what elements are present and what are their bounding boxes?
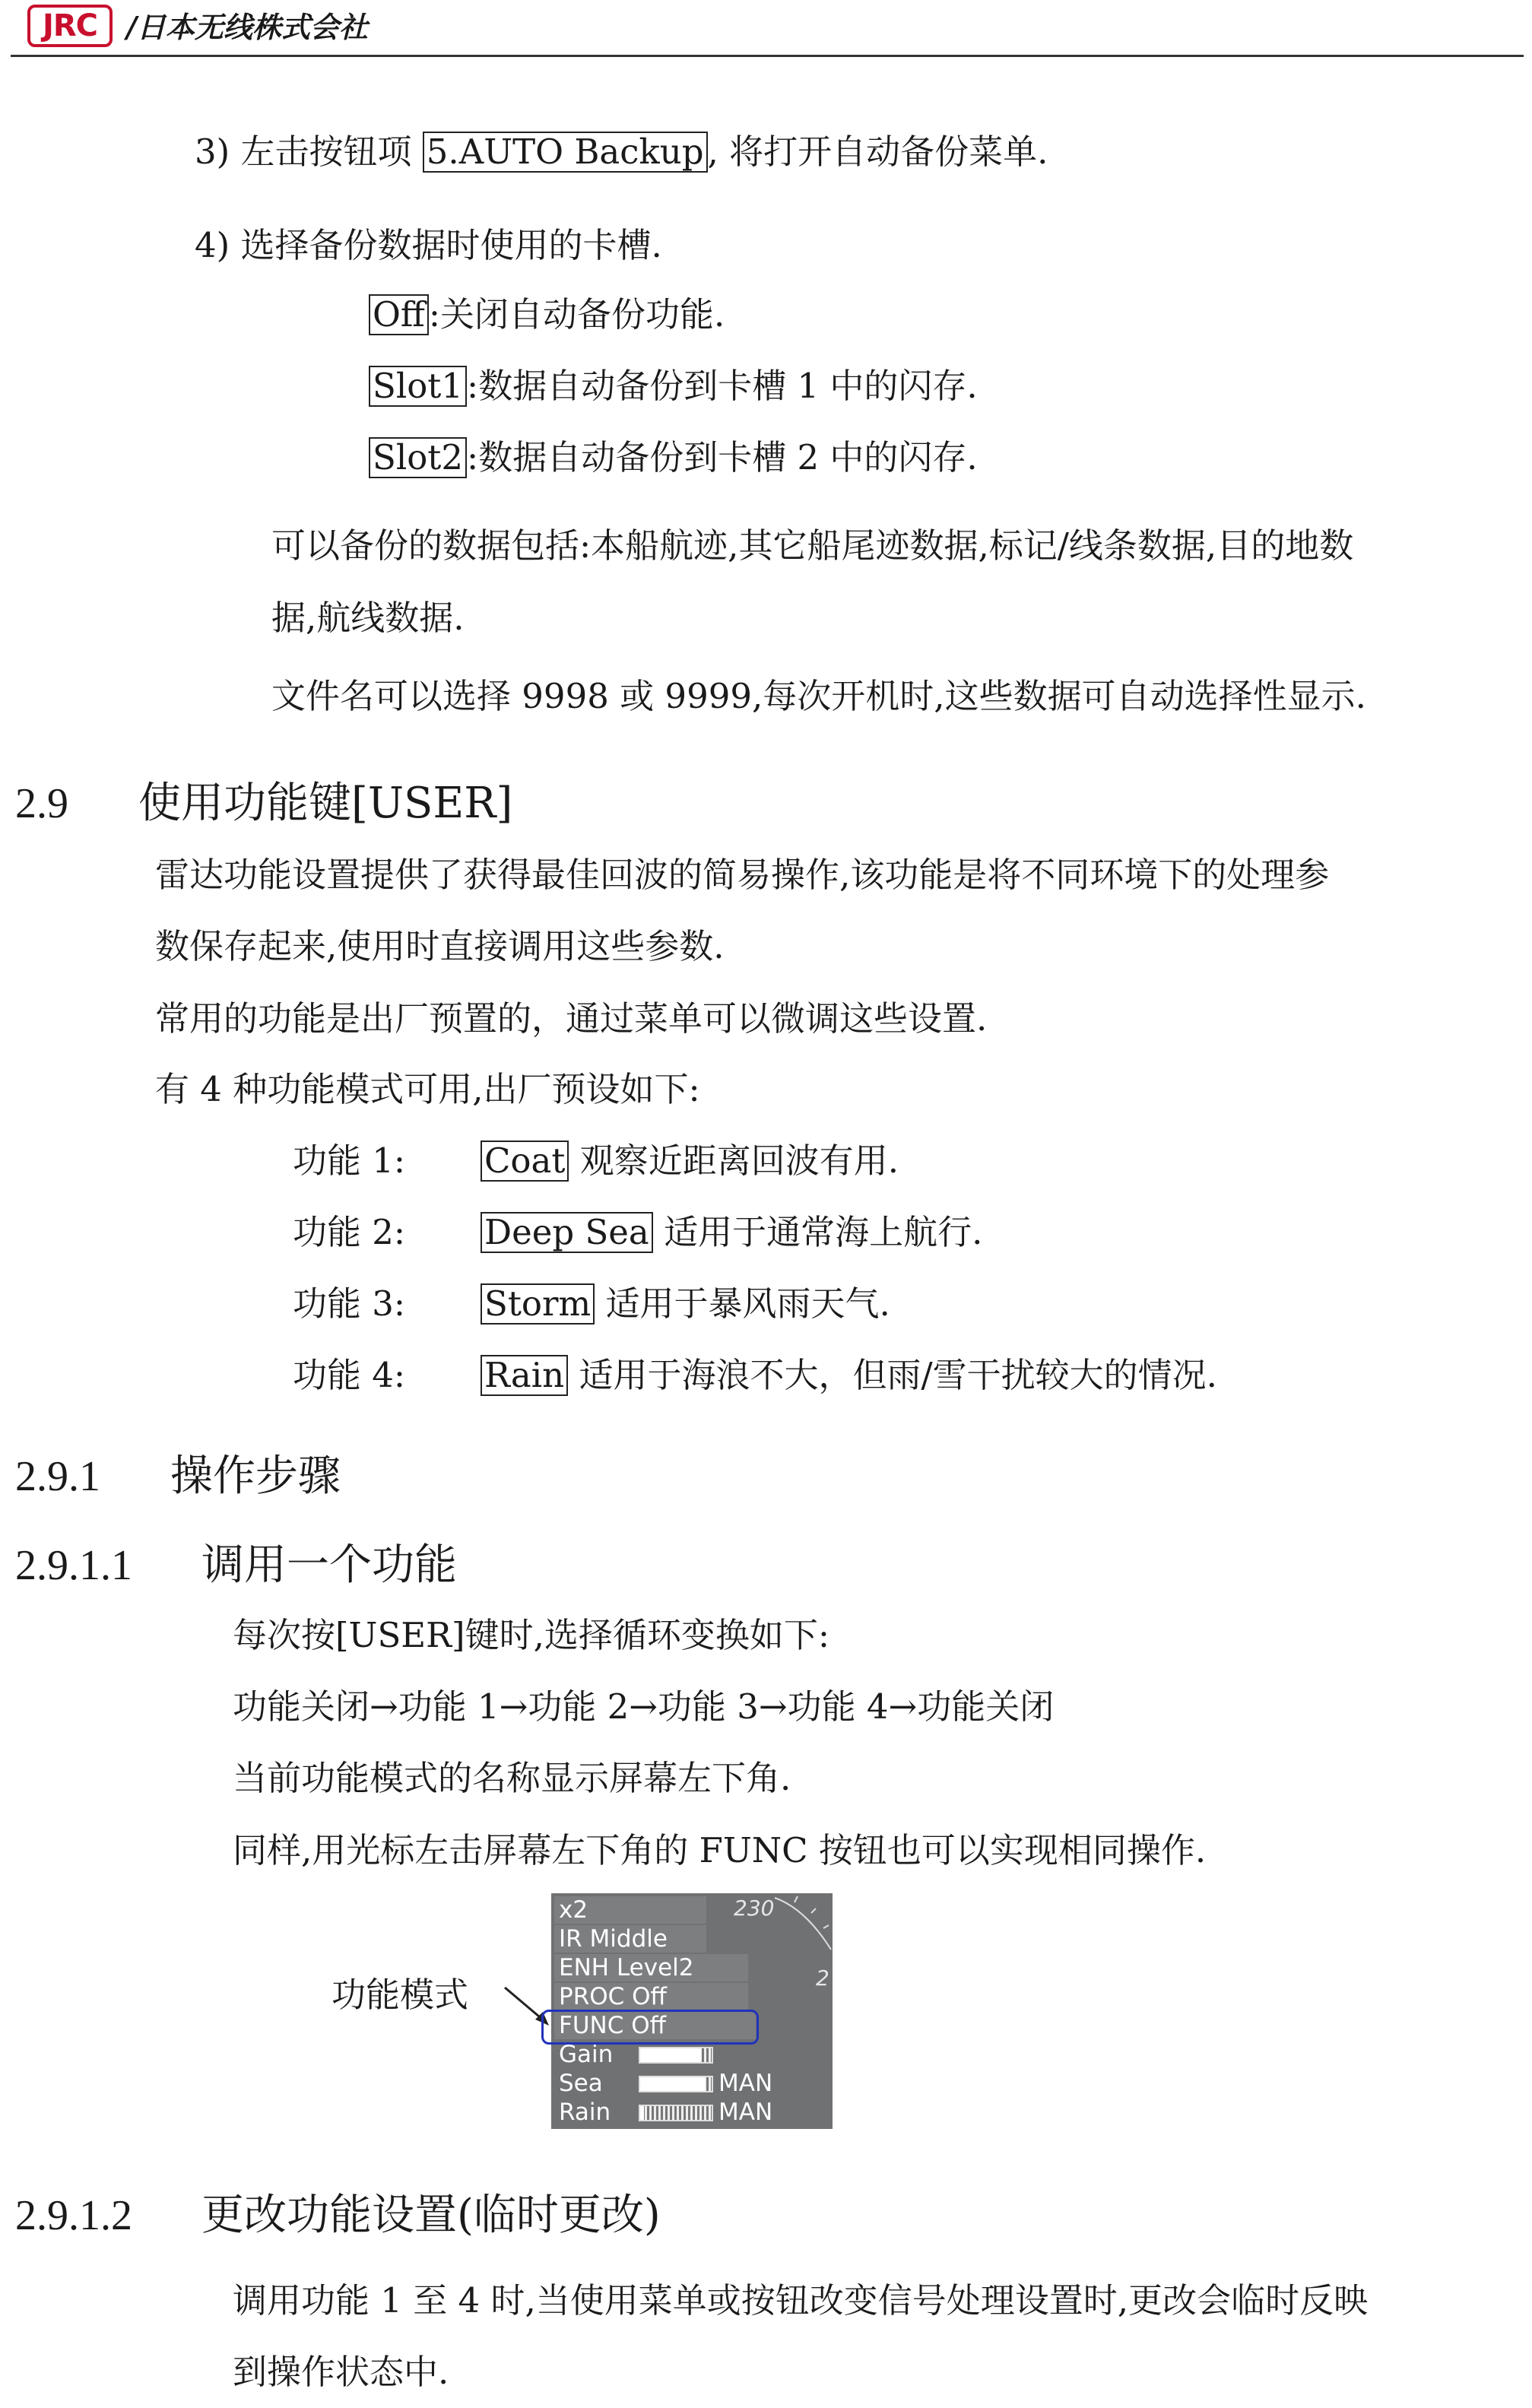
- figure-caption: 功能模式: [331, 1975, 469, 2015]
- para-2-9-modes: 有 4 种功能模式可用,出厂预设如下:: [155, 1069, 700, 1109]
- jrc-logo: JRC: [27, 5, 113, 47]
- function-mode: Deep Sea: [481, 1212, 653, 1253]
- sea-label: Sea: [559, 2070, 603, 2097]
- section-number: 2.9: [15, 780, 68, 827]
- sea-mode: MAN: [718, 2070, 773, 2097]
- function-2-desc: [481, 1210, 982, 1255]
- section-2-9-1-1-title: 调用一个功能: [201, 1540, 457, 1590]
- proc-setting: PROC Off: [559, 1983, 667, 2010]
- option-desc: :关闭自动备份功能.: [428, 294, 725, 335]
- section-2-9-1-2-title: 更改功能设置(临时更改): [201, 2191, 661, 2240]
- section-2-9-1-2-number: [15, 2189, 132, 2242]
- option-key: Slot1: [369, 366, 467, 407]
- step-4: 4) 选择备份数据时使用的卡槽.: [195, 225, 662, 265]
- function-text: 适用于暴风雨天气.: [605, 1283, 890, 1324]
- option-desc: :数据自动备份到卡槽 1 中的闪存.: [467, 366, 978, 406]
- section-2-9-1-title: 操作步骤: [170, 1451, 341, 1501]
- para-2-9-1-1-line-1: 每次按[USER]键时,选择循环变换如下:: [233, 1615, 830, 1655]
- step-3: [195, 129, 1048, 175]
- company-name: /日本无线株式会社: [126, 10, 368, 44]
- option-key: Slot2: [369, 437, 467, 478]
- section-number: 2.9.1: [15, 1453, 100, 1500]
- range-scale: x2: [559, 1896, 588, 1924]
- func-button[interactable]: FUNC Off: [559, 2012, 666, 2039]
- func-highlight-frame: [541, 2010, 759, 2045]
- rain-label: Rain: [559, 2099, 611, 2126]
- function-4-label: 功能 4:: [293, 1355, 406, 1395]
- function-3-label: 功能 3:: [293, 1283, 406, 1324]
- rain-slider[interactable]: [639, 2105, 713, 2121]
- para-2-9-1-2-line-2: 到操作状态中.: [233, 2352, 449, 2392]
- function-1-label: 功能 1:: [293, 1141, 406, 1181]
- bearing-label: 230: [734, 1896, 775, 1921]
- function-text: 适用于通常海上航行.: [664, 1212, 983, 1252]
- edge-label: 2: [816, 1965, 829, 1991]
- step-3-suffix: , 将打开自动备份菜单.: [707, 132, 1048, 172]
- filename-note: 文件名可以选择 9998 或 9999,每次开机时,这些数据可自动选择性显示.: [271, 676, 1366, 716]
- option-off: [369, 292, 725, 338]
- section-2-9-title: 使用功能键[USER]: [138, 779, 513, 828]
- gain-label: Gain: [559, 2041, 614, 2068]
- para-2-9-line-2: 数保存起来,使用时直接调用这些参数.: [155, 926, 725, 966]
- para-2-9-1-1-line-3: 当前功能模式的名称显示屏幕左下角.: [233, 1758, 791, 1798]
- function-2-label: 功能 2:: [293, 1212, 406, 1252]
- function-mode: Coat: [481, 1141, 569, 1182]
- para-2-9-line-1: 雷达功能设置提供了获得最佳回波的简易操作,该功能是将不同环境下的处理参: [155, 855, 1330, 895]
- bearing-scale-icon: [772, 1893, 833, 1954]
- para-2-9-1-1-line-4: 同样,用光标左击屏幕左下角的 FUNC 按钮也可以实现相同操作.: [233, 1830, 1207, 1870]
- gain-slider[interactable]: [639, 2047, 713, 2064]
- option-desc: :数据自动备份到卡槽 2 中的闪存.: [467, 437, 978, 477]
- sea-slider[interactable]: [639, 2076, 713, 2092]
- option-slot2: [369, 435, 978, 481]
- function-text: 适用于海浪不大，但雨/雪干扰较大的情况.: [579, 1355, 1217, 1395]
- function-4-desc: [481, 1353, 1217, 1398]
- option-slot1: [369, 363, 978, 409]
- section-2-9-1-1-number: [15, 1539, 132, 1592]
- function-text: 观察近距离回波有用.: [579, 1141, 899, 1181]
- function-3-desc: [481, 1281, 890, 1327]
- header-divider: [11, 55, 1524, 57]
- function-mode: Rain: [481, 1355, 568, 1396]
- step-3-prefix: 3) 左击按钮项: [195, 132, 423, 172]
- enh-setting: ENH Level2: [559, 1954, 694, 1981]
- backup-note-line-1: 可以备份的数据包括:本船航迹,其它船尾迹数据,标记/线条数据,目的地数: [271, 525, 1354, 566]
- backup-note-line-2: 据,航线数据.: [271, 598, 465, 638]
- section-2-9-1-number: [15, 1450, 100, 1503]
- auto-backup-button-label: 5.AUTO Backup: [423, 132, 708, 173]
- function-mode: Storm: [481, 1283, 595, 1325]
- section-number: 2.9.1.2: [15, 2192, 132, 2239]
- section-number: 2.9.1.1: [15, 1542, 132, 1589]
- rain-mode: MAN: [718, 2099, 773, 2126]
- option-key: Off: [369, 294, 429, 335]
- ir-setting: IR Middle: [559, 1925, 668, 1953]
- para-2-9-1-2-line-1: 调用功能 1 至 4 时,当使用菜单或按钮改变信号处理设置时,更改会临时反映: [233, 2280, 1369, 2321]
- function-1-desc: [481, 1138, 899, 1184]
- para-2-9-1-1-cycle: 功能关闭→功能 1→功能 2→功能 3→功能 4→功能关闭: [233, 1686, 1055, 1727]
- para-2-9-preset: 常用的功能是出厂预置的，通过菜单可以微调这些设置.: [155, 998, 988, 1039]
- section-2-9-heading: [15, 777, 68, 830]
